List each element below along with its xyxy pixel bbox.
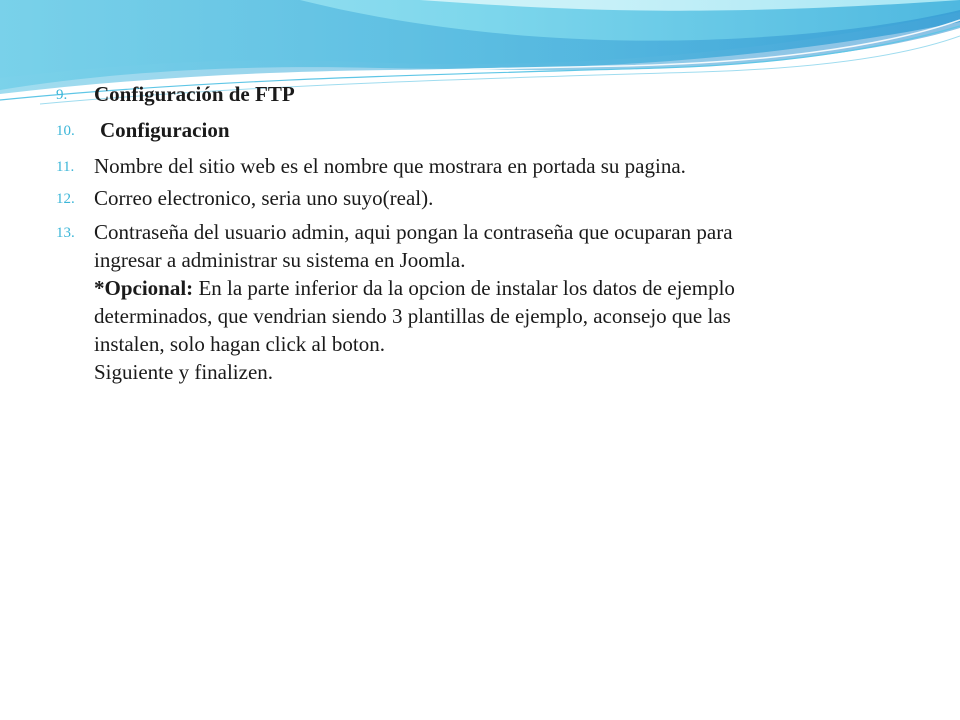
optional-text: En la parte inferior da la opcion de instalar los datos de ejemplo: [193, 276, 735, 300]
list-item-number: 10.: [56, 123, 75, 139]
optional-label: *Opcional:: [94, 276, 194, 300]
list-item: [56, 184, 916, 212]
optional-note-line: instalen, solo hagan click al boton.: [94, 332, 386, 356]
list-item-text: Configuracion: [100, 118, 230, 142]
list-item: [56, 152, 916, 180]
optional-note-line: [94, 274, 916, 302]
list-item-text-line: ingresar a administrar su sistema en Joomla.: [94, 248, 466, 272]
optional-note-line: determinados, que vendrian siendo 3 plantillas de ejemplo, aconsejo que las: [94, 304, 731, 328]
list-item-number: 13.: [56, 225, 75, 241]
list-item-number: 11.: [56, 159, 75, 175]
list-item-number: 9.: [56, 87, 68, 103]
numbered-list: [56, 80, 916, 391]
list-item: [56, 218, 916, 386]
list-item-text: Correo electronico, seria uno suyo(real).: [94, 186, 434, 210]
list-item: [56, 116, 916, 144]
list-item-text: Nombre del sitio web es el nombre que mostrara en portada su pagina.: [94, 154, 686, 178]
final-instruction: Siguiente y finalizen.: [94, 360, 274, 384]
list-item-text: Configuración de FTP: [94, 82, 295, 106]
list-item-number: 12.: [56, 191, 75, 207]
list-item-text-line: Contraseña del usuario admin, aqui pongan la contraseña que ocuparan para: [94, 220, 733, 244]
list-item: [56, 80, 916, 108]
